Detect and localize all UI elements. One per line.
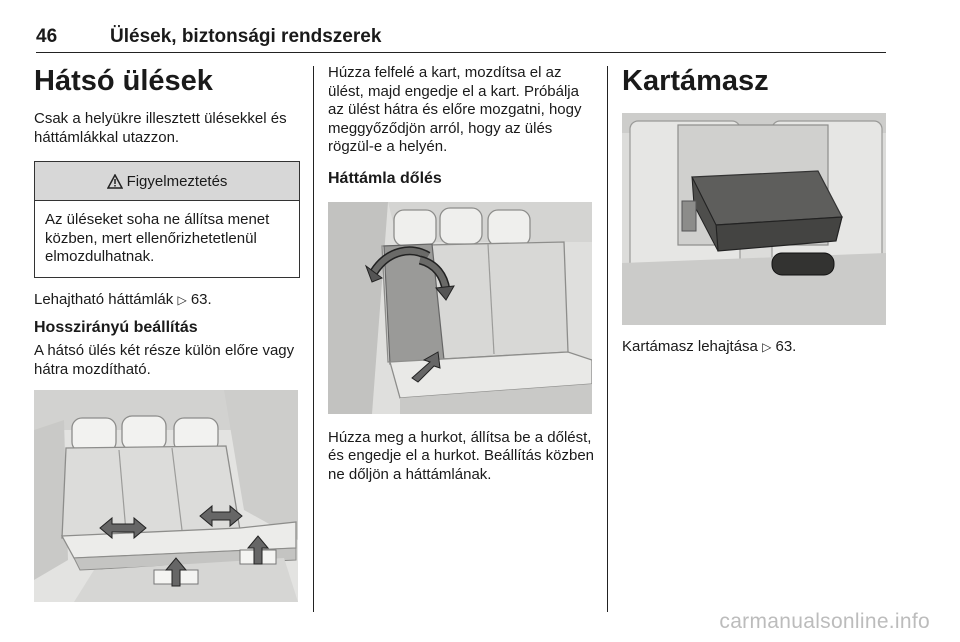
warning-box bbox=[34, 161, 300, 278]
warning-body bbox=[35, 201, 299, 277]
subsection-title: Hosszirányú beállítás bbox=[34, 319, 198, 336]
armrest-illustration bbox=[622, 113, 886, 325]
lever-instructions: Húzza felfelé a kart, mozdítsa el az ülést, majd engedje el a kart. Próbálja az ülést hátra és előre mozgatni, hogy meggyőződjön arról, hogy az ülés rögzül-e a helyén. bbox=[328, 64, 582, 155]
armrest-reference[interactable] bbox=[622, 338, 888, 357]
intro-text: Csak a helyükre illesztett ülésekkel és háttámlákkal utazzon. bbox=[34, 110, 287, 146]
armrest-ref-page: 63. bbox=[775, 338, 797, 355]
subsection-title: Háttámla dőlés bbox=[328, 169, 442, 187]
page-header bbox=[36, 26, 886, 53]
watermark: carmanualsonline.info bbox=[719, 610, 930, 633]
backrest-recline-illustration bbox=[328, 202, 592, 414]
warning-text: Az üléseket soha ne állítsa menet közben, mert ellenőrizhetetlenül elmozdulhatnak. bbox=[45, 211, 270, 265]
longitudinal-text: A hátsó ülés két része külön előre vagy hátra mozdítható. bbox=[34, 342, 295, 378]
warning-triangle-icon bbox=[107, 174, 123, 189]
warning-title: Figyelmeztetés bbox=[126, 172, 228, 190]
column-armrest bbox=[622, 64, 888, 357]
folding-ref-text: Lehajtható háttámlák bbox=[34, 290, 174, 308]
chapter-title: Ülések, biztonsági rendszerek bbox=[110, 26, 382, 47]
page-ref-icon: ▷ bbox=[762, 340, 772, 354]
recline-instructions: Húzza meg a hurkot, állítsa be a dőlést, és engedje el a hurkot. Beállítás közben ne dőljön a háttámlának. bbox=[328, 428, 595, 483]
section-title: Kartámasz bbox=[622, 65, 769, 97]
section-title: Hátsó ülések bbox=[34, 65, 213, 97]
column-divider bbox=[313, 66, 314, 612]
rear-seat-slide-illustration bbox=[34, 390, 298, 602]
column-divider bbox=[607, 66, 608, 612]
folding-reference[interactable] bbox=[34, 291, 300, 310]
armrest-ref-text: Kartámasz lehajtása bbox=[622, 338, 758, 355]
column-seat-adjust bbox=[328, 64, 594, 484]
page-ref-icon: ▷ bbox=[177, 292, 187, 307]
folding-ref-page: 63. bbox=[190, 290, 212, 308]
warning-header bbox=[35, 162, 299, 201]
column-rear-seats bbox=[34, 64, 300, 602]
page-number: 46 bbox=[36, 26, 58, 47]
